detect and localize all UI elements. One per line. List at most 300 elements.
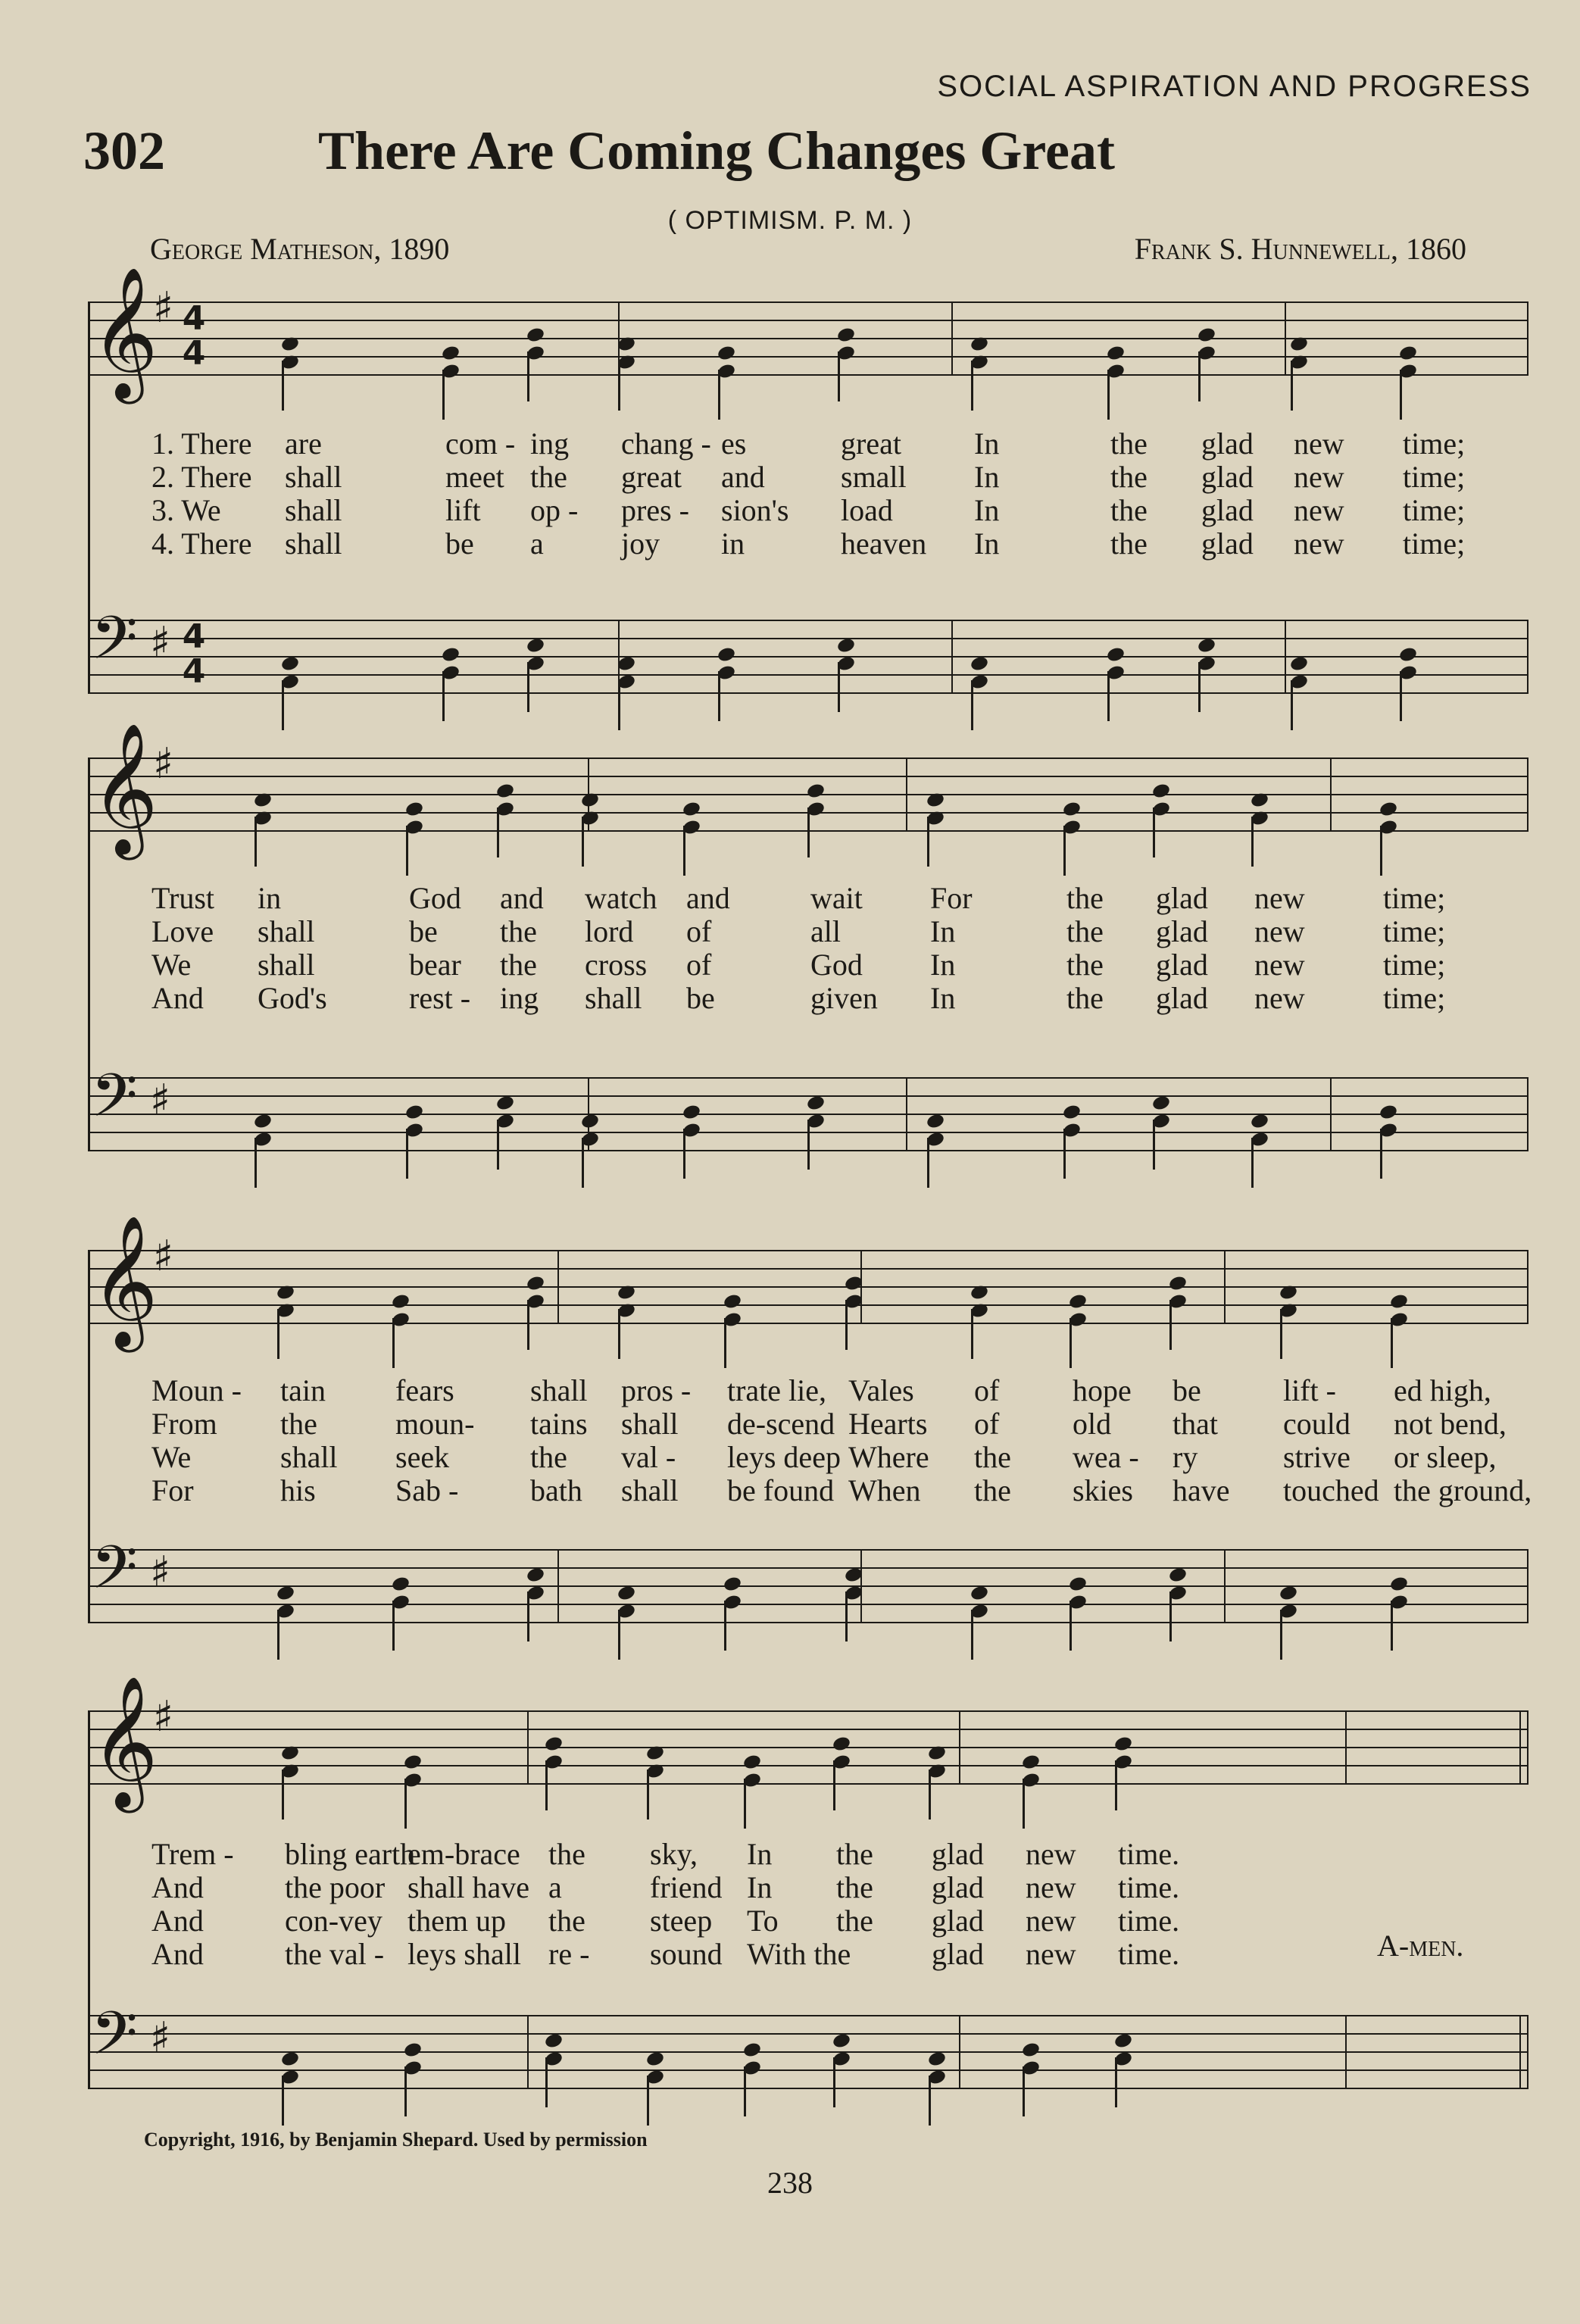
bar-line bbox=[1345, 1710, 1347, 1785]
lyric-syllable: a bbox=[548, 1870, 562, 1904]
lyric-syllable: With the bbox=[747, 1937, 851, 1971]
note-head bbox=[1062, 1104, 1082, 1121]
note-head bbox=[526, 1275, 545, 1292]
note-head bbox=[495, 782, 515, 800]
note-stem bbox=[744, 2066, 746, 2116]
note-stem bbox=[545, 1760, 548, 1810]
note-head bbox=[1250, 1113, 1269, 1130]
note-stem bbox=[1291, 361, 1293, 411]
lyric-syllable: hope bbox=[1073, 1373, 1132, 1407]
note-stem bbox=[929, 2076, 931, 2126]
note-stem bbox=[1391, 1318, 1393, 1368]
staff-line bbox=[88, 356, 1527, 358]
lyric-syllable: leys shall bbox=[407, 1937, 521, 1971]
lyric-syllable: of bbox=[686, 948, 712, 982]
note-head bbox=[806, 1095, 826, 1112]
note-head bbox=[526, 637, 545, 654]
copyright-notice: Copyright, 1916, by Benjamin Shepard. Used by permission bbox=[144, 2129, 648, 2151]
lyric-syllable: and bbox=[686, 881, 730, 915]
note-head bbox=[806, 782, 826, 800]
bar-line bbox=[1224, 1549, 1226, 1623]
note-stem bbox=[1169, 1592, 1172, 1641]
note-stem bbox=[1063, 826, 1066, 876]
lyric-syllable: tain bbox=[280, 1373, 326, 1407]
bar-line bbox=[1527, 301, 1528, 376]
lyric-syllable: 1. There bbox=[151, 426, 252, 461]
staff-line bbox=[88, 620, 1527, 621]
bar-line bbox=[1527, 1077, 1528, 1151]
treble-clef-icon: 𝄞 bbox=[91, 1676, 158, 1807]
lyric-syllable: bling earth bbox=[285, 1837, 416, 1871]
lyric-syllable: God's bbox=[258, 981, 327, 1015]
note-head bbox=[645, 2051, 665, 2068]
note-stem bbox=[1115, 2057, 1117, 2107]
note-stem bbox=[582, 817, 584, 867]
staff-line bbox=[88, 1286, 1527, 1288]
staff-line bbox=[88, 1604, 1527, 1605]
bar-line bbox=[527, 1710, 529, 1785]
lyric-syllable: the ground, bbox=[1394, 1473, 1532, 1507]
lyric-syllable: com - bbox=[445, 426, 516, 461]
staff-line bbox=[88, 1567, 1527, 1569]
note-stem bbox=[254, 1138, 257, 1188]
lyric-syllable: glad bbox=[932, 1904, 984, 1938]
note-stem bbox=[527, 1300, 529, 1350]
staff-line bbox=[88, 2015, 1527, 2016]
note-head bbox=[280, 655, 300, 673]
lyric-syllable: new bbox=[1026, 1904, 1076, 1938]
time-signature: 4 4 bbox=[182, 617, 206, 691]
note-stem bbox=[1380, 826, 1382, 876]
lyric-syllable: and bbox=[721, 460, 765, 494]
lyric-syllable: the poor bbox=[285, 1870, 386, 1904]
lyric-syllable: 4. There bbox=[151, 526, 252, 561]
lyric-syllable: time; bbox=[1383, 948, 1446, 982]
note-head bbox=[1068, 1576, 1088, 1593]
note-head bbox=[253, 1113, 273, 1130]
note-head bbox=[1151, 1095, 1171, 1112]
note-stem bbox=[971, 680, 973, 730]
lyric-syllable: of bbox=[686, 914, 712, 948]
note-head bbox=[1398, 345, 1418, 362]
lyric-syllable: In bbox=[747, 1870, 773, 1904]
lyric-syllable: Trem - bbox=[151, 1837, 234, 1871]
note-stem bbox=[927, 817, 929, 867]
hymn-title: There Are Coming Changes Great bbox=[318, 120, 1115, 181]
lyric-syllable: be bbox=[409, 914, 438, 948]
lyric-syllable: glad bbox=[1156, 881, 1208, 915]
staff-line bbox=[88, 320, 1527, 321]
note-stem bbox=[1280, 1309, 1282, 1359]
note-stem bbox=[724, 1601, 726, 1651]
lyric-syllable: glad bbox=[932, 1870, 984, 1904]
lyric-syllable: glad bbox=[932, 1837, 984, 1871]
note-head bbox=[441, 646, 461, 664]
note-head bbox=[404, 1104, 424, 1121]
staff-line bbox=[88, 1323, 1527, 1324]
lyric-syllable: in bbox=[721, 526, 745, 561]
lyric-syllable: time. bbox=[1118, 1937, 1180, 1971]
lyric-syllable: time; bbox=[1383, 914, 1446, 948]
note-head bbox=[1279, 1585, 1298, 1602]
note-head bbox=[544, 2032, 564, 2050]
lyric-syllable: the bbox=[974, 1473, 1011, 1507]
lyric-syllable: in bbox=[258, 881, 282, 915]
bar-line bbox=[1345, 2015, 1347, 2089]
lyric-syllable: the bbox=[280, 1407, 317, 1441]
lyric-syllable: For bbox=[151, 1473, 194, 1507]
note-head bbox=[580, 1113, 600, 1130]
lyric-syllable: time. bbox=[1118, 1904, 1180, 1938]
lyric-syllable: great bbox=[621, 460, 682, 494]
bar-line bbox=[1527, 1710, 1528, 1785]
key-signature-sharp-icon: ♯ bbox=[150, 618, 171, 667]
lyric-syllable: sion's bbox=[721, 493, 789, 527]
note-head bbox=[280, 2051, 300, 2068]
amen-text: A-men. bbox=[1377, 1929, 1464, 1963]
bar-line bbox=[1527, 1549, 1528, 1623]
note-stem bbox=[442, 671, 445, 721]
lyric-syllable: Love bbox=[151, 914, 214, 948]
note-stem bbox=[1107, 370, 1110, 420]
lyric-syllable: time; bbox=[1403, 493, 1466, 527]
staff-line bbox=[88, 338, 1527, 339]
lyric-syllable: shall bbox=[285, 460, 342, 494]
bar-line bbox=[1285, 620, 1286, 694]
lyric-syllable: friend bbox=[650, 1870, 723, 1904]
note-head bbox=[926, 1113, 945, 1130]
note-head bbox=[1062, 801, 1082, 818]
note-head bbox=[682, 801, 701, 818]
note-head bbox=[1106, 345, 1126, 362]
lyric-line-verse-3 bbox=[151, 492, 1530, 526]
note-stem bbox=[718, 671, 720, 721]
note-head bbox=[836, 637, 856, 654]
bar-line bbox=[1519, 1710, 1521, 1785]
note-head bbox=[1197, 637, 1216, 654]
bar-line bbox=[951, 301, 953, 376]
note-stem bbox=[1107, 671, 1110, 721]
staff-line bbox=[88, 638, 1527, 639]
lyric-syllable: bear bbox=[409, 948, 461, 982]
lyric-syllable: re - bbox=[548, 1937, 590, 1971]
note-head bbox=[1021, 1754, 1041, 1771]
note-head bbox=[1398, 646, 1418, 664]
note-head bbox=[1197, 326, 1216, 344]
lyric-syllable: the bbox=[1066, 881, 1104, 915]
lyric-syllable: a bbox=[530, 526, 544, 561]
note-stem bbox=[1023, 2066, 1025, 2116]
lyric-syllable: new bbox=[1294, 426, 1344, 461]
staff-line bbox=[88, 1747, 1527, 1748]
note-head bbox=[1379, 801, 1398, 818]
lyric-syllable: ed high, bbox=[1394, 1373, 1491, 1407]
treble-clef-icon: 𝄞 bbox=[91, 267, 158, 398]
lyric-syllable: moun- bbox=[395, 1407, 475, 1441]
note-stem bbox=[647, 2076, 649, 2126]
system-brace bbox=[88, 1250, 90, 1622]
lyric-syllable: shall bbox=[285, 493, 342, 527]
lyric-syllable: de-scend bbox=[727, 1407, 835, 1441]
lyric-syllable: steep bbox=[650, 1904, 713, 1938]
note-stem bbox=[392, 1601, 395, 1651]
staff-line bbox=[88, 1268, 1527, 1270]
note-stem bbox=[1251, 1138, 1254, 1188]
bar-line bbox=[959, 1710, 960, 1785]
note-head bbox=[1389, 1576, 1409, 1593]
note-head bbox=[1168, 1567, 1188, 1584]
lyric-syllable: his bbox=[280, 1473, 316, 1507]
lyric-syllable: trate lie, bbox=[727, 1373, 827, 1407]
lyric-syllable: pros - bbox=[621, 1373, 692, 1407]
note-stem bbox=[1023, 1779, 1025, 1829]
lyric-syllable: In bbox=[974, 526, 1000, 561]
lyric-syllable: Moun - bbox=[151, 1373, 242, 1407]
staff-line bbox=[88, 2033, 1527, 2035]
bass-clef-icon: 𝄢 bbox=[91, 1998, 138, 2083]
lyric-syllable: wea - bbox=[1073, 1440, 1139, 1474]
note-stem bbox=[1291, 680, 1293, 730]
staff-line bbox=[88, 1783, 1527, 1785]
lyric-syllable: fears bbox=[395, 1373, 454, 1407]
bar-line bbox=[1285, 301, 1286, 376]
note-head bbox=[832, 2032, 851, 2050]
note-head bbox=[970, 655, 989, 673]
note-stem bbox=[838, 351, 840, 401]
bass-clef-icon: 𝄢 bbox=[91, 1532, 138, 1617]
lyric-syllable: seek bbox=[395, 1440, 450, 1474]
note-head bbox=[404, 801, 424, 818]
note-stem bbox=[618, 680, 620, 730]
composer-credit: Frank S. Hunnewell, 1860 bbox=[1134, 232, 1466, 266]
lyric-syllable: tains bbox=[530, 1407, 588, 1441]
staff-line bbox=[88, 692, 1527, 694]
bar-line bbox=[1527, 757, 1528, 832]
lyric-syllable: the bbox=[836, 1837, 873, 1871]
staff-line bbox=[88, 1250, 1527, 1251]
note-stem bbox=[442, 370, 445, 420]
bar-line bbox=[557, 1549, 559, 1623]
note-stem bbox=[1400, 671, 1402, 721]
lyric-syllable: rest - bbox=[409, 981, 471, 1015]
note-stem bbox=[833, 2057, 835, 2107]
lyric-syllable: heaven bbox=[841, 526, 927, 561]
lyric-syllable: the bbox=[1110, 493, 1148, 527]
lyric-syllable: of bbox=[974, 1407, 1000, 1441]
staff-bass-1 bbox=[88, 603, 1527, 692]
key-signature-sharp-icon: ♯ bbox=[153, 283, 174, 333]
key-signature-sharp-icon: ♯ bbox=[150, 1076, 171, 1125]
note-head bbox=[495, 1095, 515, 1112]
note-head bbox=[391, 1293, 411, 1310]
lyric-syllable: ing bbox=[500, 981, 539, 1015]
lyric-syllable: When bbox=[848, 1473, 921, 1507]
lyric-syllable: From bbox=[151, 1407, 217, 1441]
lyric-syllable: time. bbox=[1118, 1870, 1180, 1904]
lyric-syllable: the bbox=[1066, 914, 1104, 948]
note-stem bbox=[392, 1318, 395, 1368]
lyric-syllable: pres - bbox=[621, 493, 689, 527]
note-stem bbox=[282, 361, 284, 411]
note-stem bbox=[277, 1610, 279, 1660]
staff-line bbox=[88, 2069, 1527, 2071]
note-stem bbox=[1069, 1318, 1072, 1368]
lyric-line-verse-2 bbox=[151, 459, 1530, 492]
staff-line bbox=[88, 674, 1527, 676]
lyric-syllable: In bbox=[930, 948, 956, 982]
bar-line bbox=[1330, 1077, 1332, 1151]
note-stem bbox=[971, 361, 973, 411]
lyric-syllable: con-vey bbox=[285, 1904, 383, 1938]
staff-line bbox=[88, 776, 1527, 777]
lyric-syllable: shall bbox=[285, 526, 342, 561]
lyric-syllable: the bbox=[1110, 526, 1148, 561]
lyric-syllable: glad bbox=[1201, 460, 1254, 494]
lyric-syllable: small bbox=[841, 460, 907, 494]
lyric-syllable: the bbox=[1066, 948, 1104, 982]
note-stem bbox=[1063, 1129, 1066, 1179]
lyric-syllable: lift bbox=[445, 493, 481, 527]
bar-line bbox=[1527, 2015, 1528, 2089]
note-stem bbox=[647, 1770, 649, 1820]
note-stem bbox=[683, 1129, 685, 1179]
lyric-syllable: time. bbox=[1118, 1837, 1180, 1871]
lyric-syllable: chang - bbox=[621, 426, 711, 461]
staff-line bbox=[88, 1304, 1527, 1306]
note-stem bbox=[618, 361, 620, 411]
staff-line bbox=[88, 1622, 1527, 1623]
lyric-syllable: given bbox=[810, 981, 878, 1015]
page-number: 238 bbox=[767, 2166, 813, 2200]
lyric-syllable: have bbox=[1173, 1473, 1230, 1507]
lyric-syllable: the bbox=[548, 1904, 585, 1938]
note-stem bbox=[545, 2057, 548, 2107]
lyric-syllable: new bbox=[1254, 981, 1305, 1015]
note-head bbox=[1151, 782, 1171, 800]
lyric-syllable: the bbox=[530, 460, 567, 494]
lyric-syllable: shall bbox=[530, 1373, 588, 1407]
lyric-syllable: shall bbox=[258, 914, 315, 948]
key-signature-sharp-icon: ♯ bbox=[153, 1232, 174, 1281]
key-signature-sharp-icon: ♯ bbox=[153, 739, 174, 789]
staff-line bbox=[88, 1114, 1527, 1115]
lyric-syllable: the bbox=[500, 914, 537, 948]
note-stem bbox=[527, 662, 529, 712]
lyric-syllable: the bbox=[1066, 981, 1104, 1015]
lyric-syllable: time; bbox=[1403, 426, 1466, 461]
note-stem bbox=[1169, 1300, 1172, 1350]
lyric-syllable: touched bbox=[1283, 1473, 1379, 1507]
note-head bbox=[403, 2041, 423, 2059]
lyric-line-verse-3 bbox=[151, 1439, 1530, 1473]
staff-line bbox=[88, 1765, 1527, 1766]
lyric-syllable: new bbox=[1026, 1837, 1076, 1871]
lyric-syllable: es bbox=[721, 426, 747, 461]
bar-line bbox=[860, 1250, 862, 1324]
lyric-syllable: meet bbox=[445, 460, 504, 494]
lyric-line-verse-1 bbox=[151, 1836, 1530, 1870]
note-stem bbox=[254, 817, 257, 867]
lyric-syllable: In bbox=[974, 493, 1000, 527]
lyric-syllable: shall have bbox=[407, 1870, 530, 1904]
note-head bbox=[717, 345, 736, 362]
lyric-syllable: the bbox=[974, 1440, 1011, 1474]
note-head bbox=[617, 1585, 636, 1602]
lyric-syllable: Sab - bbox=[395, 1473, 459, 1507]
lyric-line-verse-3 bbox=[151, 1903, 1530, 1936]
lyric-syllable: sound bbox=[650, 1937, 723, 1971]
lyric-syllable: 3. We bbox=[151, 493, 221, 527]
lyric-syllable: wait bbox=[810, 881, 863, 915]
note-head bbox=[927, 2051, 947, 2068]
hymn-number: 302 bbox=[83, 120, 165, 181]
note-stem bbox=[971, 1309, 973, 1359]
lyric-syllable: time; bbox=[1403, 460, 1466, 494]
note-head bbox=[544, 1735, 564, 1753]
lyric-syllable: new bbox=[1294, 526, 1344, 561]
lyric-syllable: For bbox=[930, 881, 973, 915]
lyric-syllable: em-brace bbox=[407, 1837, 520, 1871]
lyric-syllable: shall bbox=[621, 1407, 679, 1441]
staff-treble-3 bbox=[88, 1215, 1527, 1347]
staff-line bbox=[88, 1729, 1527, 1730]
lyric-syllable: shall bbox=[585, 981, 642, 1015]
lyric-line-verse-2 bbox=[151, 1870, 1530, 1903]
lyric-syllable: new bbox=[1026, 1937, 1076, 1971]
treble-clef-icon: 𝄞 bbox=[91, 723, 158, 854]
lyric-syllable: the bbox=[1110, 460, 1148, 494]
note-head bbox=[832, 1735, 851, 1753]
system-brace bbox=[88, 301, 90, 692]
lyric-syllable: Vales bbox=[848, 1373, 914, 1407]
note-head bbox=[970, 1585, 989, 1602]
staff-treble-1 bbox=[88, 267, 1527, 398]
lyric-syllable: the bbox=[836, 1870, 873, 1904]
staff-bass-4 bbox=[88, 1998, 1527, 2088]
lyric-syllable: glad bbox=[1156, 914, 1208, 948]
lyric-syllable: ing bbox=[530, 426, 570, 461]
note-stem bbox=[971, 1610, 973, 1660]
lyric-syllable: skies bbox=[1073, 1473, 1133, 1507]
note-head bbox=[441, 345, 461, 362]
note-stem bbox=[618, 1610, 620, 1660]
note-head bbox=[723, 1293, 742, 1310]
key-signature-sharp-icon: ♯ bbox=[153, 1692, 174, 1741]
lyric-syllable: all bbox=[810, 914, 841, 948]
note-head bbox=[1168, 1275, 1188, 1292]
note-stem bbox=[845, 1592, 848, 1641]
staff-line bbox=[88, 301, 1527, 303]
lyric-syllable: Hearts bbox=[848, 1407, 928, 1441]
staff-line bbox=[88, 2051, 1527, 2053]
note-stem bbox=[845, 1300, 848, 1350]
lyric-syllable: cross bbox=[585, 948, 648, 982]
lyric-syllable: new bbox=[1254, 948, 1305, 982]
note-stem bbox=[1280, 1610, 1282, 1660]
lyric-syllable: be bbox=[1173, 1373, 1201, 1407]
note-stem bbox=[833, 1760, 835, 1810]
lyric-line-verse-1 bbox=[151, 880, 1530, 914]
note-head bbox=[742, 1754, 762, 1771]
staff-line bbox=[88, 1095, 1527, 1097]
bar-line bbox=[951, 620, 953, 694]
lyric-line-verse-2 bbox=[151, 1406, 1530, 1439]
system-brace bbox=[88, 1710, 90, 2088]
bar-line bbox=[906, 1077, 907, 1151]
lyric-syllable: that bbox=[1173, 1407, 1218, 1441]
lyric-syllable: In bbox=[747, 1837, 773, 1871]
bar-line bbox=[1527, 620, 1528, 694]
